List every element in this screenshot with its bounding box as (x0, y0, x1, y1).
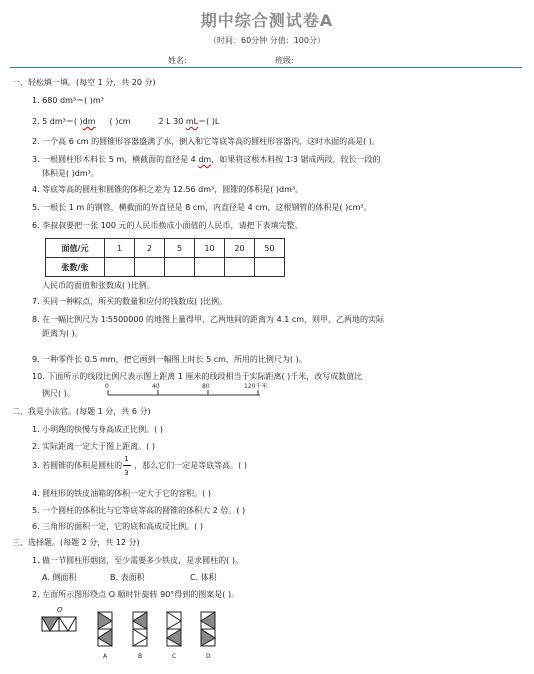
table-row (46, 239, 285, 258)
question-1-1: 1. 680 dm³＝( )m³ (32, 96, 104, 105)
question-4: 4. 等底等高的圆柱和圆锥的体积之差为 12.56 dm³，圆锥的体积是( )dm³。 (32, 185, 304, 194)
option-label: C (172, 653, 177, 660)
question-8-cont: 距离为( )。 (42, 329, 83, 338)
question-7: 7. 买同一种粽点，所买的数量和应付的钱数成( )比例。 (32, 297, 227, 306)
judge-4: 4. 圆柱形的铁皮油箱的体积一定大于它的容积。( ) (32, 489, 211, 498)
table-cell: 5 (165, 239, 195, 258)
q3-unit-dm: dm (198, 155, 212, 164)
fraction-one-third (122, 455, 134, 477)
table-cell: 1 (105, 239, 135, 258)
choice-1-option-c[interactable]: C. 体积 (190, 573, 217, 582)
answer-cell[interactable] (255, 258, 285, 277)
scale-tick-label: 80 (202, 383, 210, 390)
answer-cell[interactable] (135, 258, 165, 277)
rotation-figures (38, 604, 228, 664)
answer-cell[interactable] (195, 258, 225, 277)
table-cell: 2 (135, 239, 165, 258)
scale-tick-label: 0 (105, 383, 109, 390)
original-figure (42, 606, 76, 631)
question-10-cont: 例尺( )。 (42, 389, 75, 398)
section-heading-1: 一、轻松填一填。(每空 1 分，共 20 分) (12, 78, 156, 87)
table-cell: 10 (195, 239, 225, 258)
judge-3 (32, 455, 247, 477)
table-row (46, 258, 285, 277)
q1-2-part-c: ( )cm (109, 117, 131, 126)
option-c-figure[interactable] (167, 612, 181, 646)
section-heading-3: 三、选择题。(每题 2 分，共 12 分) (12, 538, 140, 547)
section-heading-2: 二、我是小法官。(每题 1 分，共 6 分) (12, 407, 151, 416)
q1-2-part-f: ＝( )L (198, 117, 220, 126)
class-label: 班级: (275, 56, 294, 65)
question-6: 6. 李叔叔要把一张 100 元的人民币换成小面值的人民币，请把下表填完整。 (32, 221, 303, 230)
table-head-face-value: 面值/元 (46, 239, 105, 258)
option-label: B (138, 653, 143, 660)
q1-2-part-d: 2 L 30 (158, 117, 186, 126)
option-d-figure[interactable] (201, 612, 215, 646)
q1-2-part-a: 2. 5 dm³＝( ) (32, 117, 83, 126)
fraction-numerator: 1 (124, 455, 129, 463)
question-6-followup: 人民币的面值和张数成( )比例。 (42, 281, 155, 290)
question-5: 5. 一根长 1 m 的钢管，横截面的外直径是 8 cm，内直径是 4 cm，这根钢管的体积是( )cm³。 (32, 203, 372, 212)
name-label: 姓名: (168, 56, 187, 65)
question-1-2 (32, 116, 219, 127)
table-head-count: 张数/张 (46, 258, 105, 277)
judge-3-part-b: ，那么它们一定是等底等高。( ) (134, 461, 247, 470)
page-subtitle: （时间：60分钟 分值：100分） (209, 36, 325, 45)
scale-bar (108, 390, 260, 395)
choice-2: 2. 左面所示图形绕点 O 顺时针旋转 90°得到的图案是( )。 (32, 590, 240, 599)
question-3 (32, 154, 381, 165)
judge-3-part-a: 3. 若圆锥的体积是圆柱的 (32, 461, 123, 470)
option-a-figure[interactable] (98, 612, 112, 646)
scale-tick-label: 120千米 (244, 383, 268, 390)
question-9: 9. 一种零件长 0.5 mm，把它画到一幅图上时长 5 cm，所用的比例尺为( )。 (32, 355, 307, 364)
answer-cell[interactable] (165, 258, 195, 277)
scale-tick-label: 40 (152, 383, 160, 390)
q1-2-unit-dm: dm (82, 117, 96, 126)
answer-cell[interactable] (225, 258, 255, 277)
q3-part-a: 3. 一根圆柱形木料长 5 m，横截面的直径是 4 (32, 155, 199, 164)
question-3-cont: 体积是( )dm³。 (42, 169, 99, 178)
judge-5: 5. 一个圆柱的体积比与它等底等高的圆锥的体积大 2 倍。( ) (32, 506, 246, 515)
judge-2: 2. 实际距离一定大于图上距离。( ) (32, 442, 155, 451)
scale-bar-figure (90, 380, 280, 402)
question-8: 8. 在一幅比例尺为 1∶5500000 的地图上量得甲、乙两地间的距离为 4.1 cm，则甲、乙两地的实际 (32, 315, 385, 324)
question-2: 2. 一个高 6 cm 的圆锥形容器盛满了水，倒入和它等底等高的圆柱形容器内，这时水面的高是( )。 (32, 137, 380, 146)
money-table (45, 238, 285, 277)
judge-1: 1. 小明跑的快慢与身高成正比例。( ) (32, 425, 163, 434)
q3-part-c: ，如果将这根木料按 1∶3 锯成两段，较长一段的 (211, 155, 381, 164)
fraction-denominator: 3 (124, 469, 129, 477)
table-cell: 50 (255, 239, 285, 258)
option-b-figure[interactable] (133, 612, 147, 646)
page-title: 期中综合测试卷A (200, 11, 334, 30)
question-10: 10. 下面所示的线段比例尺表示图上距离 1 厘米的线段相当于实际距离( )千米，改写成数值比 (32, 372, 363, 381)
option-label: A (103, 653, 108, 660)
header-rule (10, 67, 522, 68)
answer-cell[interactable] (105, 258, 135, 277)
table-cell: 20 (225, 239, 255, 258)
choice-1-option-b[interactable]: B. 表面积 (110, 573, 145, 582)
q1-2-unit-ml: mL (185, 117, 199, 126)
option-label: D (206, 653, 211, 660)
choice-1-option-a[interactable]: A. 侧面积 (42, 573, 77, 582)
choice-1: 1. 做一节圆柱形烟囱，至少需要多少铁皮，是求圆柱的( )。 (32, 556, 243, 565)
point-o-label: O (57, 606, 63, 614)
judge-6: 6. 三角形的面积一定，它的底和高成反比例。( ) (32, 522, 203, 531)
